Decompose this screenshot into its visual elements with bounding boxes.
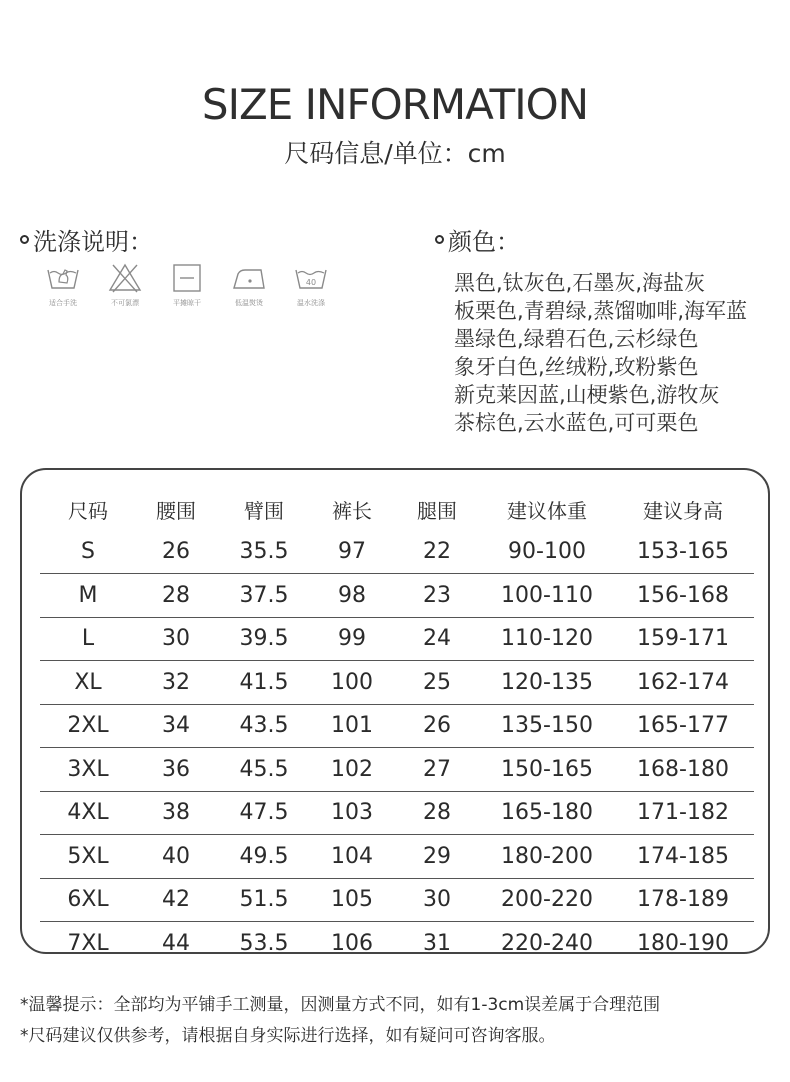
table-cell: 53.5 xyxy=(239,930,289,956)
table-cell: 120-135 xyxy=(501,669,593,695)
table-cell: 90-100 xyxy=(508,539,586,565)
care-item-no-bleach xyxy=(94,262,156,308)
table-cell: 101 xyxy=(331,713,373,739)
table-cell: 103 xyxy=(331,800,373,826)
table-row xyxy=(40,617,754,661)
care-item-hand-wash xyxy=(32,262,94,308)
table-cell: 27 xyxy=(423,756,451,782)
table-cell: 49.5 xyxy=(239,843,289,869)
color-list xyxy=(454,269,747,437)
table-cell: 37.5 xyxy=(239,582,289,608)
table-cell: 106 xyxy=(331,930,373,956)
table-cell: 97 xyxy=(338,539,366,565)
header-length: 裤长 xyxy=(332,498,372,523)
table-cell: 104 xyxy=(331,843,373,869)
care-item-wash-40 xyxy=(280,262,342,308)
table-cell: 34 xyxy=(162,713,190,739)
table-cell: 28 xyxy=(162,582,190,608)
table-cell: 156-168 xyxy=(637,582,729,608)
care-label: 平摊晾干 xyxy=(173,299,201,307)
table-cell: 105 xyxy=(331,887,373,913)
note-size-advice: *尺码建议仅供参考，请根据自身实际进行选择，如有疑问可咨询客服。 xyxy=(20,1026,556,1046)
table-cell: 100-110 xyxy=(501,582,593,608)
color-line: 新克莱因蓝,山梗紫色,游牧灰 xyxy=(454,383,720,407)
page-title: SIZE INFORMATION xyxy=(201,80,589,129)
table-cell: 2XL xyxy=(67,713,109,739)
table-cell: 6XL xyxy=(67,887,109,913)
wash-40-icon xyxy=(293,262,329,294)
table-cell: 29 xyxy=(423,843,451,869)
page-subtitle: 尺码信息/单位：cm xyxy=(284,139,506,168)
color-section-heading xyxy=(435,222,520,257)
header-hip: 臂围 xyxy=(244,498,284,523)
bullet-circle-icon xyxy=(435,235,444,244)
table-cell: 153-165 xyxy=(637,539,729,565)
color-line: 板栗色,青碧绿,蒸馏咖啡,海军蓝 xyxy=(454,299,748,323)
table-cell: 23 xyxy=(423,582,451,608)
table-cell: 4XL xyxy=(67,800,109,826)
wash-section-heading xyxy=(20,222,153,257)
table-cell: XL xyxy=(74,669,102,695)
table-cell: 150-165 xyxy=(501,756,593,782)
table-cell: 43.5 xyxy=(239,713,289,739)
header-height: 建议身高 xyxy=(643,498,723,523)
bullet-circle-icon xyxy=(20,235,29,244)
table-cell: 220-240 xyxy=(501,930,593,956)
wash-heading-text: 洗涤说明： xyxy=(33,228,153,256)
header-weight: 建议体重 xyxy=(507,498,587,523)
table-cell: 31 xyxy=(423,930,451,956)
care-item-flat-dry xyxy=(156,262,218,308)
table-cell: 165-177 xyxy=(637,713,729,739)
size-table-container xyxy=(20,468,770,954)
table-cell: 28 xyxy=(423,800,451,826)
care-label: 温水洗涤 xyxy=(297,299,325,307)
table-cell: 100 xyxy=(331,669,373,695)
table-cell: 180-200 xyxy=(501,843,593,869)
table-cell: 26 xyxy=(162,539,190,565)
size-table xyxy=(40,488,754,965)
table-row xyxy=(40,531,754,574)
flat-dry-icon xyxy=(169,262,205,294)
table-cell: L xyxy=(81,626,95,652)
care-label: 不可氯漂 xyxy=(111,299,139,307)
table-cell: 24 xyxy=(423,626,451,652)
care-item-low-iron xyxy=(218,262,280,308)
table-cell: 98 xyxy=(338,582,366,608)
table-cell: 99 xyxy=(338,626,366,652)
table-cell: 40 xyxy=(162,843,190,869)
table-cell: 30 xyxy=(423,887,451,913)
table-row xyxy=(40,791,754,835)
table-row xyxy=(40,661,754,705)
table-cell: 168-180 xyxy=(637,756,729,782)
table-row xyxy=(40,835,754,879)
table-row xyxy=(40,704,754,748)
table-cell: 38 xyxy=(162,800,190,826)
table-cell: 39.5 xyxy=(239,626,289,652)
table-cell: 7XL xyxy=(67,930,109,956)
table-cell: 174-185 xyxy=(637,843,729,869)
table-cell: 171-182 xyxy=(637,800,729,826)
color-line: 象牙白色,丝绒粉,玫粉紫色 xyxy=(454,355,699,379)
table-cell: 25 xyxy=(423,669,451,695)
table-cell: 180-190 xyxy=(637,930,729,956)
table-cell: 200-220 xyxy=(501,887,593,913)
table-cell: 102 xyxy=(331,756,373,782)
table-row xyxy=(40,574,754,618)
table-row xyxy=(40,922,754,965)
header-thigh: 腿围 xyxy=(417,498,457,523)
color-line: 墨绿色,绿碧石色,云杉绿色 xyxy=(454,327,699,351)
table-cell: 26 xyxy=(423,713,451,739)
care-label: 低温熨烫 xyxy=(235,299,263,307)
table-cell: 51.5 xyxy=(239,887,289,913)
table-cell: 3XL xyxy=(67,756,109,782)
header-waist: 腰围 xyxy=(156,498,196,523)
header-size: 尺码 xyxy=(68,498,108,523)
note-measurement: *温馨提示：全部均为平铺手工测量，因测量方式不同，如有1-3cm误差属于合理范围 xyxy=(20,995,661,1015)
table-cell: S xyxy=(81,539,95,565)
table-cell: 30 xyxy=(162,626,190,652)
color-heading-text: 颜色： xyxy=(448,228,520,256)
table-cell: 165-180 xyxy=(501,800,593,826)
notes xyxy=(20,990,660,1052)
table-row xyxy=(40,878,754,922)
table-cell: 42 xyxy=(162,887,190,913)
table-header-row xyxy=(40,488,754,531)
table-cell: 5XL xyxy=(67,843,109,869)
table-cell: 32 xyxy=(162,669,190,695)
hand-wash-icon xyxy=(45,262,81,294)
color-line: 黑色,钛灰色,石墨灰,海盐灰 xyxy=(454,271,706,295)
table-cell: M xyxy=(78,582,98,608)
table-cell: 47.5 xyxy=(239,800,289,826)
care-label: 适合手洗 xyxy=(49,299,77,307)
table-cell: 135-150 xyxy=(501,713,593,739)
care-icons xyxy=(32,262,342,308)
table-row xyxy=(40,748,754,792)
table-cell: 41.5 xyxy=(239,669,289,695)
table-cell: 22 xyxy=(423,539,451,565)
table-cell: 44 xyxy=(162,930,190,956)
wash-temperature: 40 xyxy=(305,278,317,287)
color-line: 茶棕色,云水蓝色,可可栗色 xyxy=(454,411,699,435)
table-cell: 45.5 xyxy=(239,756,289,782)
no-bleach-icon xyxy=(107,262,143,294)
table-cell: 162-174 xyxy=(637,669,729,695)
table-cell: 110-120 xyxy=(501,626,593,652)
table-cell: 36 xyxy=(162,756,190,782)
table-cell: 178-189 xyxy=(637,887,729,913)
table-cell: 35.5 xyxy=(239,539,289,565)
table-cell: 159-171 xyxy=(637,626,729,652)
low-iron-icon xyxy=(231,262,267,294)
